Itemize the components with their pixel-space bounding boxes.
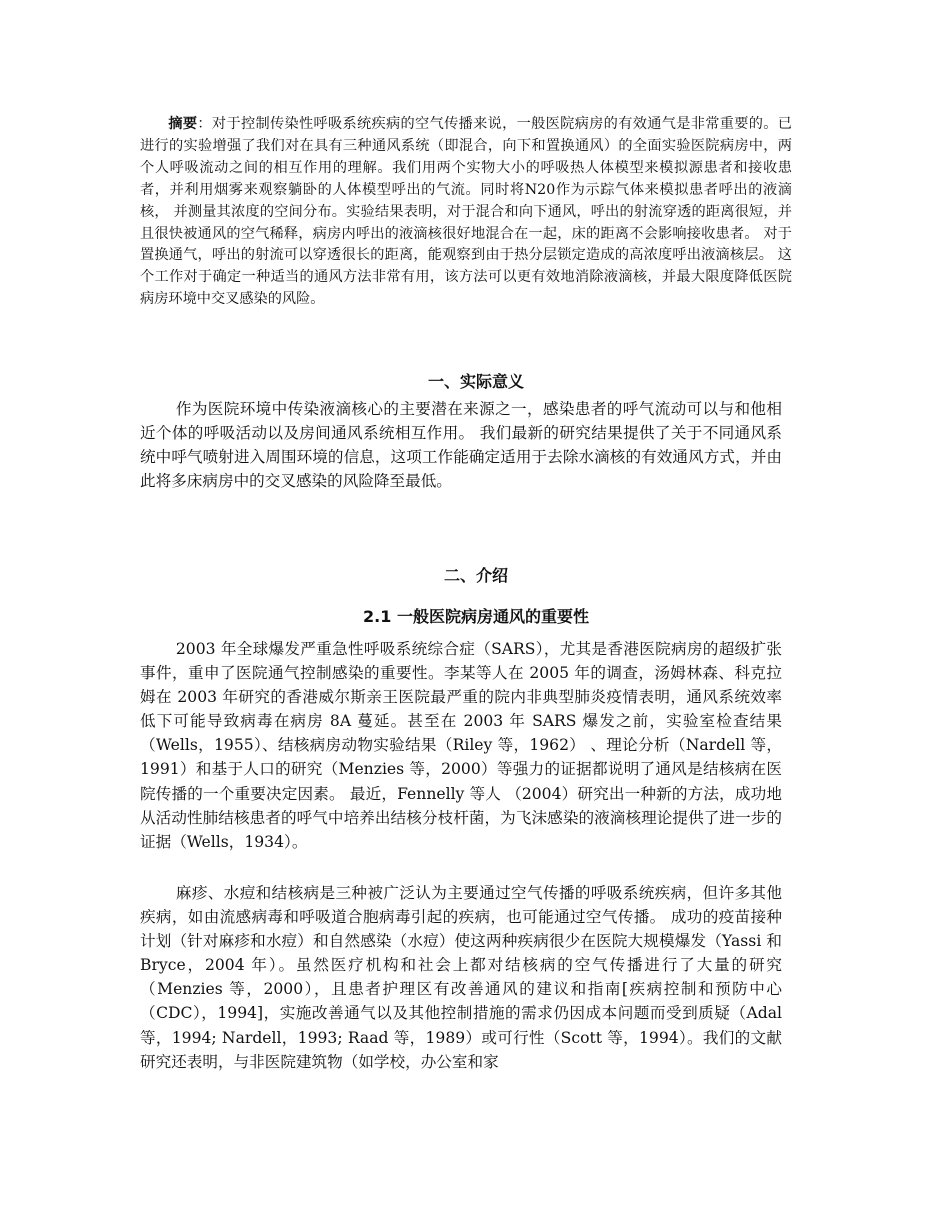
- abstract-label: 摘要: [168, 116, 198, 132]
- section-2-1-paragraph-2: 麻疹、水痘和结核病是三种被广泛认为主要通过空气传播的呼吸系统疾病，但许多其他疾病，如由流感病毒和呼吸道合胞病毒引起的疾病，也可能通过空气传播。 成功的疫苗接种计划（针对麻疹和水痘）和自然感染（水痘）使这两种疾病很少在医院大规模爆发（Yassi 和 Bryce，2004 年）。虽然医疗机构和社会上都对结核病的空气传播进行了大量的研究（Menzies 等，2000），且患者护理区有改善通风的建议和指南[疾病控制和预防中心（CDC），1994]，实施改善通气以及其他控制措施的需求仍因成本问题而受到质疑（Adal 等，1994; Nardell，1993; Raad 等，1989）或可行性（Scott 等，1994）。我们的文献研究还表明，与非医院建筑物（如学校，办公室和家: [140, 884, 782, 1071]
- abstract-text: ：对于控制传染性呼吸系统疾病的空气传播来说，一般医院病房的有效通气是非常重要的。已进行的实验增强了我们对在具有三种通风系统（即混合，向下和置换通风）的全面实验医院病房中，两个人呼吸流动之间的相互作用的理解。我们用两个实物大小的呼吸热人体模型来模拟源患者和接收患者，并利用烟雾来观察躺卧的人体模型呼出的气流。同时将N20作为示踪气体来模拟患者呼出的液滴核， 并测量其浓度的空间分布。实验结果表明，对于混合和向下通风，呼出的射流穿透的距离很短，并且很快被通风的空气稀释，病房内呼出的液滴核很好地混合在一起，床的距离不会影响接收患者。 对于置换通气，呼出的射流可以穿透很长的距离，能观察到由于热分层锁定造成的高浓度呼出液滴核层。 这个工作对于确定一种适当的通风方法非常有用，该方法可以更有效地消除液滴核，并最大限度降低医院病房环境中交叉感染的风险。: [140, 116, 792, 308]
- abstract-paragraph: [140, 114, 792, 311]
- section-2-heading: 二、介绍: [443, 566, 508, 585]
- section-1-paragraph: 作为医院环境中传染液滴核心的主要潜在来源之一，感染患者的呼气流动可以与和他相近个体的呼吸活动以及房间通风系统相互作用。 我们最新的研究结果提供了关于不同通风系统中呼气喷射进入周围环境的信息，这项工作能确定适用于去除水滴核的有效通风方式，并由此将多床病房中的交叉感染的风险降至最低。: [140, 400, 782, 491]
- section-1-heading: 一、实际意义: [427, 372, 524, 391]
- subsection-2-1-heading: 2.1 一般医院病房通风的重要性: [363, 607, 589, 626]
- section-2-1-paragraph-1: 2003 年全球爆发严重急性呼吸系统综合症（SARS），尤其是香港医院病房的超级扩张事件，重申了医院通气控制感染的重要性。李某等人在 2005 年的调查，汤姆林森、科克拉姆在 2003 年研究的香港威尔斯亲王医院最严重的院内非典型肺炎疫情表明，通风系统效率低下可能导致病毒在病房 8A 蔓延。甚至在 2003 年 SARS 爆发之前，实验室检查结果（Wells，1955）、结核病房动物实验结果（Riley 等，1962） 、理论分析（Nardell 等，1991）和基于人口的研究（Menzies 等，2000）等强力的证据都说明了通风是结核病在医院传播的一个重要决定因素。 最近，Fennelly 等人 （2004）研究出一种新的方法，成功地从活动性肺结核患者的呼气中培养出结核分枝杆菌，为飞沫感染的液滴核理论提供了进一步的证据（Wells，1934）。: [140, 640, 782, 851]
